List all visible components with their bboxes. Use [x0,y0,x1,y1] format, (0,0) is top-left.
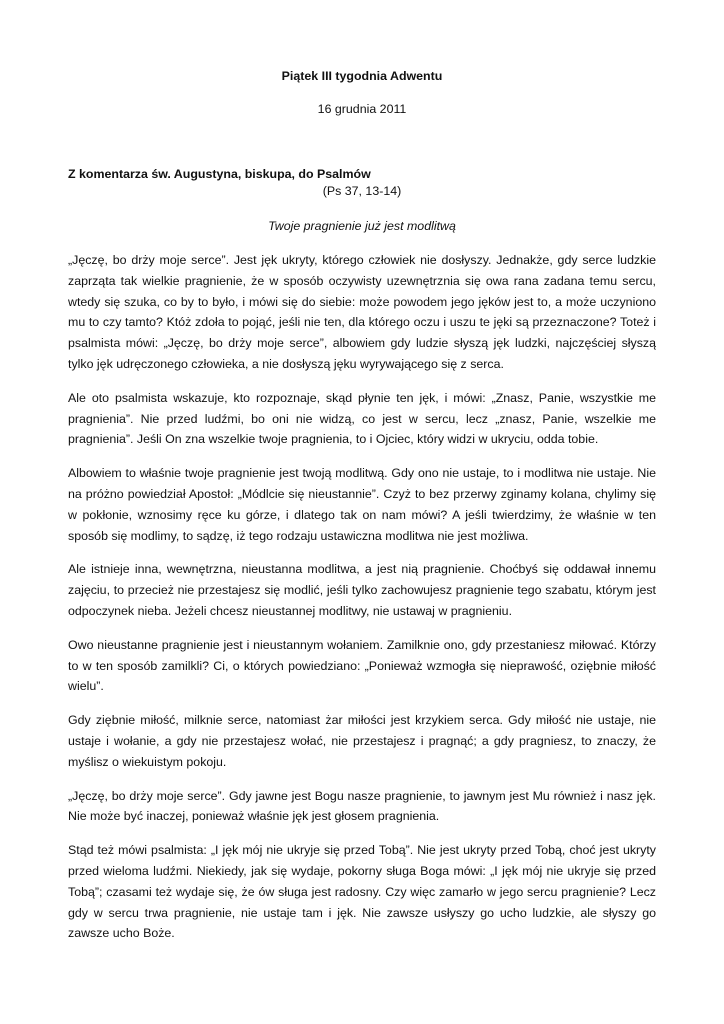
paragraph: „Jęczę, bo drży moje serce”. Jest jęk ukryty, którego człowiek nie dosłyszy. Jednakże, gdy serce ludzkie zaprząta tak wielkie pragnienie, że w sposób oczywisty uzewnętrznia się owa rana zadana temu sercu, wtedy się szuka, co by to było, i mówi się do siebie: może powodem jego jęków jest to, a może uczyniono mu to czy tamto? Któż zdoła to pojąć, jeśli nie ten, dla którego oczu i uszu te jęki są przeznaczone? Toteż i psalmista mówi: „Jęczę, bo drży moje serce”, albowiem gdy ludzie słyszą jęk ludzki, najczęściej słyszą tylko jęk udręczonego człowieka, a nie dosłyszą jęku wyrywającego się z serca. [68,253,656,371]
paragraph: Albowiem to właśnie twoje pragnienie jest twoją modlitwą. Gdy ono nie ustaje, to i modlitwa nie ustaje. Nie na próżno powiedział Apostoł: „Módlcie się nieustannie”. Czyż to bez przerwy zginamy kolana, chylimy się w pokłonie, wznosimy ręce ku górze, i dlatego tak on nam mówi? A jeśli twierdzimy, że właśnie w ten sposób się modlimy, to sądzę, iż tego rodzaju ustawiczna modlitwa nie jest możliwa. [68,466,656,543]
paragraph: Owo nieustanne pragnienie jest i nieustannym wołaniem. Zamilknie ono, gdy przestaniesz miłować. Którzy to w ten sposób zamilkli? Ci, o których powiedziano: „Ponieważ wzmogła się nieprawość, oziębnie miłość wielu”. [68,637,656,694]
paragraph: Stąd też mówi psalmista: „I jęk mój nie ukryje się przed Tobą”. Nie jest ukryty przed Tobą, choć jest ukryty przed wieloma ludźmi. Niekiedy, jak się wydaje, pokorny sługa Boga mówi: „I jęk mój nie ukryje się przed Tobą”; czasami też wydaje się, że ów sługa jest radosny. Czy więc zamarło w jego sercu pragnienie? Lecz gdy w sercu trwa pragnienie, nie ustaje tam i jęk. Nie zawsze usłyszy go ucho ludzkie, ale słyszy go zawsze ucho Boże. [68,843,656,941]
reading-subtitle: Twoje pragnienie już jest modlitwą [268,219,456,233]
reading-body [68,250,656,957]
psalm-reference: (Ps 37, 13-14) [322,184,402,198]
paragraph: Ale istnieje inna, wewnętrzna, nieustanna modlitwa, a jest nią pragnienie. Choćbyś się oddawał innemu zajęciu, to przecież nie przestajesz się modlić, jeśli tylko zachowujesz pragnienie tego szabatu, którym jest odpoczynek nieba. Jeżeli chcesz nieustannej modlitwy, nie ustawaj w pragnieniu. [68,562,656,618]
date-line: 16 grudnia 2011 [317,102,407,116]
paragraph: Ale oto psalmista wskazuje, kto rozpoznaje, skąd płynie ten jęk, i mówi: „Znasz, Panie, wszystkie me pragnienia”. Nie przed ludźmi, bo oni nie widzą, co jest w sercu, lecz „znasz, Panie, wszelkie me pragnienia”. Jeśli On zna wszelkie twoje pragnienia, to i Ojciec, który widzi w ukryciu, odda tobie. [68,390,656,447]
paragraph: „Jęczę, bo drży moje serce”. Gdy jawne jest Bogu nasze pragnienie, to jawnym jest Mu również i nasz jęk. Nie może być inaczej, ponieważ właśnie jęk jest głosem pragnienia. [68,788,656,824]
source-heading: Z komentarza św. Augustyna, biskupa, do Psalmów [68,167,371,181]
paragraph: Gdy ziębnie miłość, milknie serce, natomiast żar miłości jest krzykiem serca. Gdy miłość nie ustaje, nie ustaje i wołanie, a gdy nie przestajesz wołać, nie przestajesz i pragnąć; a gdy pragniesz, to znaczy, że myślisz o wiekuistym pokoju. [68,713,656,769]
page-title: Piątek III tygodnia Adwentu [281,69,443,83]
